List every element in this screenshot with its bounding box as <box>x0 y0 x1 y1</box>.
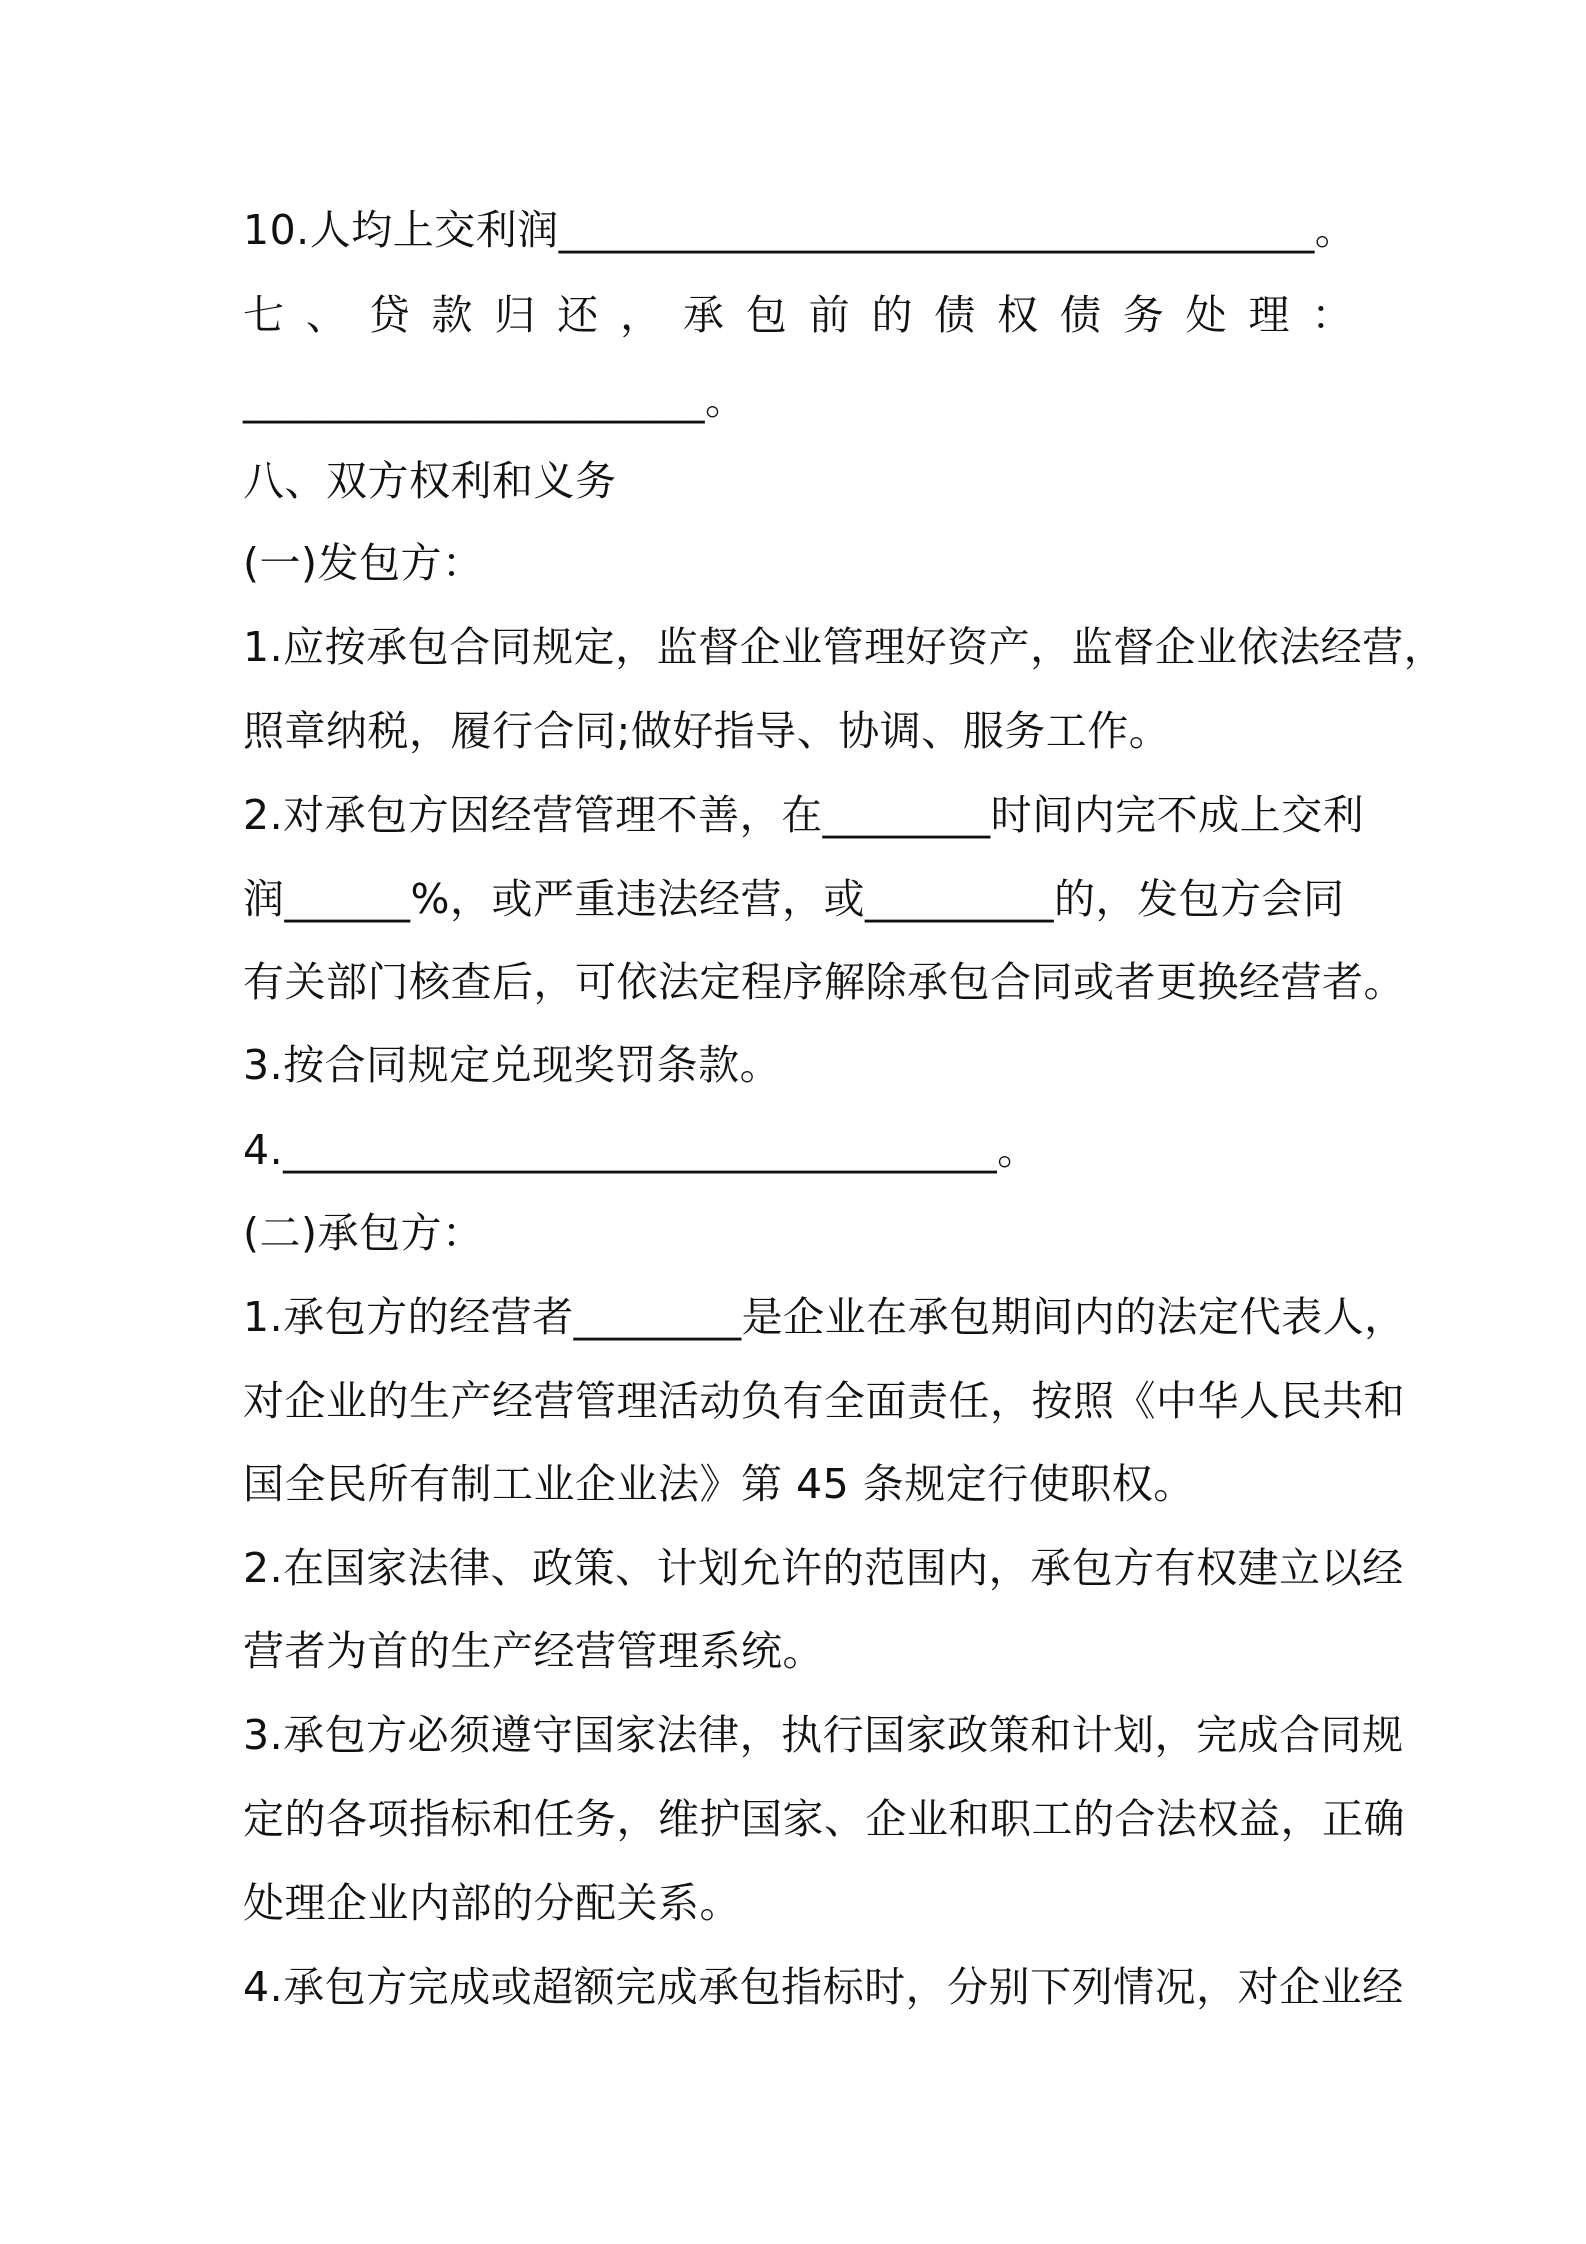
subsection-1-heading: (一)发包方： <box>243 539 484 587</box>
section-7-heading <box>243 290 1353 340</box>
heading-char: 理 <box>1248 291 1290 339</box>
heading-char: 归 <box>494 291 536 339</box>
text-line-14: 1.承包方的经营者________是企业在承包期间内的法定代表人， <box>243 1293 1406 1341</box>
text-line-21: 处理企业内部的分配关系。 <box>243 1879 741 1927</box>
text-line-15: 对企业的生产经营管理活动负有全面责任，按照《中华人民共和 <box>243 1377 1405 1425</box>
text-line-10: 有关部门核查后，可依法定程序解除承包合同或者更换经营者。 <box>243 958 1405 1006</box>
text-line-8: 2.对承包方因经营管理不善，在________时间内完不成上交利 <box>243 791 1365 839</box>
text-line-1: 10.人均上交利润____________________________________。 <box>243 206 1357 254</box>
text-line-7: 照章纳税，履行合同;做好指导、协调、服务工作。 <box>243 707 1171 755</box>
subsection-2-heading: (二)承包方： <box>243 1209 484 1257</box>
heading-char: 债 <box>1059 291 1102 339</box>
heading-char: 债 <box>934 291 976 339</box>
heading-char: 务 <box>1122 291 1165 339</box>
heading-char: 承 <box>682 291 725 339</box>
heading-char: ： <box>1311 291 1353 339</box>
text-line-17: 2.在国家法律、政策、计划允许的范围内，承包方有权建立以经 <box>243 1544 1404 1592</box>
heading-char: 、 <box>305 291 348 339</box>
text-line-3: ______________________。 <box>243 376 747 424</box>
text-line-9: 润______%，或严重违法经营，或_________的，发包方会同 <box>243 875 1345 923</box>
text-line-18: 营者为首的生产经营管理系统。 <box>243 1627 824 1675</box>
text-line-20: 定的各项指标和任务，维护国家、企业和职工的合法权益，正确 <box>243 1795 1405 1843</box>
heading-char: 权 <box>997 291 1039 339</box>
text-line-19: 3.承包方必须遵守国家法律，执行国家政策和计划，完成合同规 <box>243 1711 1404 1759</box>
text-line-16: 国全民所有制工业企业法》第 45 条规定行使职权。 <box>243 1460 1195 1508</box>
heading-char: 款 <box>431 291 474 339</box>
heading-char: 处 <box>1185 291 1228 339</box>
text-line-11: 3.按合同规定兑现奖罚条款。 <box>243 1041 782 1089</box>
heading-char: ， <box>620 291 662 339</box>
heading-char: 包 <box>745 291 788 339</box>
heading-char: 还 <box>557 291 599 339</box>
heading-char: 的 <box>871 291 913 339</box>
heading-char: 前 <box>808 291 851 339</box>
heading-char: 贷 <box>368 291 411 339</box>
section-8-heading: 八、双方权利和义务 <box>243 457 617 505</box>
heading-char: 七 <box>243 291 285 339</box>
text-line-6: 1.应按承包合同规定，监督企业管理好资产，监督企业依法经营， <box>243 623 1446 671</box>
text-line-12: 4.__________________________________。 <box>243 1126 1039 1174</box>
text-line-22: 4.承包方完成或超额完成承包指标时，分别下列情况，对企业经 <box>243 1963 1404 2011</box>
